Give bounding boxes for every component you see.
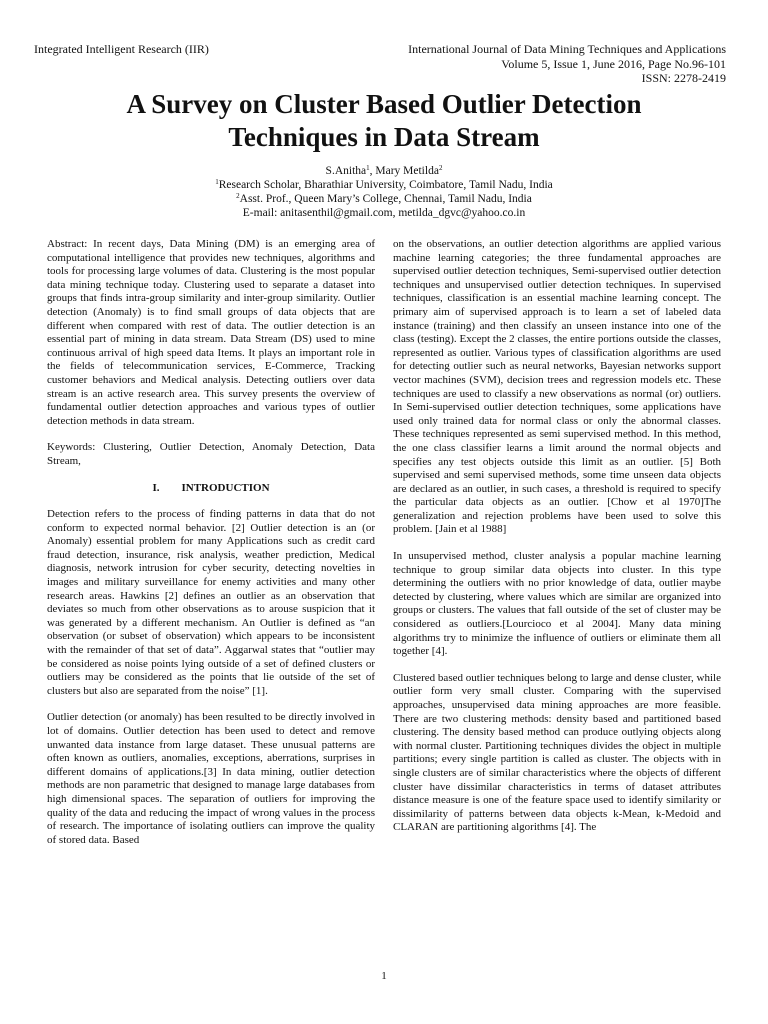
right-column [393, 238, 721, 848]
author-2: Mary Metilda [375, 165, 439, 177]
author-separator: , [369, 165, 376, 177]
author-names [0, 164, 768, 178]
journal-header-left: Integrated Intelligent Research (IIR) [34, 42, 209, 56]
author-emails: E-mail: anitasenthil@gmail.com, metilda_dgvc@yahoo.co.in [242, 207, 526, 219]
affiliation-1 [0, 178, 768, 192]
author-1: S.Anitha [325, 165, 367, 177]
journal-header-right [306, 42, 726, 86]
affiliation-2 [0, 192, 768, 206]
affiliation-2-sup: 2 [236, 192, 240, 200]
right-paragraph-2: In unsupervised method, cluster analysis a popular machine learning technique to group similar data objects into cluster. In this type determining the outliers with no prior knowledge of data, outlier maybe detected by clustering, where values which are similar are organized into groups or clusters. The values that fall outside of the set of cluster may be considered as outliers.[Lourcioco et al 2004]. Many data mining algorithms try to minimize the influence of outliers or eliminate them all together [4]. [393, 550, 721, 658]
intro-paragraph-1: Detection refers to the process of finding patterns in data that do not conform to expected normal behavior. [2] Outlier detection is an (or Anomaly) essential problem for many Applications such as credit card fraud detection, insurance, risk analysis, weather prediction, Medical diagnosis, network intrusion for cyber security, detecting novelties in images and military surveillance for enemy activities and many other research areas. Hawkins [2] defines an outlier as an observation that deviates so much from other observations as to arouse suspicion that it was generated by a different mechanism. An Outlier is defined as “an observation (or subset of observation) which appears to be inconsistent with the remainder of that set of data”. Aggarwal states that “outlier may be considered as noise points lying outside of a set of defined clusters or outliers may be considered as the points that lie outside of the set of clusters but also are separated from the noise” [1]. [47, 508, 375, 697]
paper-title [0, 88, 768, 154]
right-paragraph-3: Clustered based outlier techniques belong to large and dense cluster, while outlier form very small cluster. Comparing with the supervised approaches, unsupervised data mining approaches are more feasible. There are two clustering methods: density based and partitioned based clustering. The density based method can produce outlying objects along with normal cluster. Partitioning techniques divides the object in multiple partitions; every single partition is called as cluster. The objects with in single clusters are of similar characteristics where the objects of different cluster have dissimilar characteristics in terms of dataset attributes distance measure is one of the feature space used to identify similarity or dissimilarity of patterns between data objects k-Mean, k-Medoid and CLARAN are partitioning algorithms [4]. The [393, 671, 721, 834]
section-heading [47, 482, 375, 496]
affiliation-1-sup: 1 [215, 178, 219, 186]
title-line-1: A Survey on Cluster Based Outlier Detection [126, 89, 642, 119]
issn: ISSN: 2278-2419 [641, 71, 726, 85]
left-column [47, 238, 375, 860]
title-line-2: Techniques in Data Stream [228, 122, 540, 152]
author-2-sup: 2 [438, 164, 443, 172]
section-number: I. [152, 481, 160, 494]
volume-issue: Volume 5, Issue 1, June 2016, Page No.96-101 [501, 56, 726, 71]
affiliation-2-text: Asst. Prof., Queen Mary’s College, Chennai, Tamil Nadu, India [239, 193, 532, 205]
keywords: Keywords: Clustering, Outlier Detection, Anomaly Detection, Data Stream, [47, 441, 375, 467]
abstract: Abstract: In recent days, Data Mining (DM) is an emerging area of computational intelligence that provides new techniques, algorithms and tools for processing large volumes of data. Clustering is the most popular data mining technique today. Clustering used to separate a dataset into groups that finds intra-group similarity and inter-group similarity. Outlier detection (Anomaly) is to find small groups of data objects that are different when compared with rest of data. The outlier detection is an essential part of mining in data stream. Data Stream (DS) used to mine continuous arrival of high speed data Items. It plays an important role in the fields of telecommunication services, E-Commerce, Tracking customer behaviors and Medical analysis. Detecting outliers over data stream is an active research area. This survey presents the overview of fundamental outlier detection approaches and various types of outlier detection methods in data stream. [47, 238, 375, 427]
intro-paragraph-2: Outlier detection (or anomaly) has been resulted to be directly involved in lot of domains. Outlier detection has been used to detect and remove unwanted data instance from large dataset. These unusual patterns are often known as outliers, anomalies, exceptions, aberrations, surprises in different domains of applications.[3] In data mining, outlier detection methods are non parametric that designed to manage large databases from high dimensional spaces. The separation of outliers for improving the quality of the data and reducing the impact of wrong values in the process of research. The importance of isolating outliers can improve the quality of stored data. Based [47, 711, 375, 846]
author-block [0, 164, 768, 220]
right-paragraph-1: on the observations, an outlier detection algorithms are applied various machine learning categories; the three fundamental approaches are supervised outlier detection techniques, Semi-supervised outlier detection techniques and unsupervised outlier detection techniques. In supervised techniques, classification is an essential machine learning concept. The primary aim of supervised approach is to learn a set of labeled data instance (training) and then classify an unseen instance into one of the class (testing). Except the 2 classes, the entire portions outside the classes, represented as outlier. Various types of classification algorithms are used for detecting outlier such as neural networks, Bayesian networks support vector machines (SVM), decision trees and regression models etc. These techniques are used to classify a new observations as normal (or) outliers. In Semi-supervised outlier detection techniques, some applications have used only trained data for normal class or only the abnormal classes. These techniques represented as semi supervised method. In this method, the one class classifier learns a limit around the normal objects and specifies any test objects outside this limit as an outlier. [5] Both supervised and semi supervised methods, some time unseen data objects are declared as an outlier, in such cases, a threshold is required to specify the particular data objects as an outlier. [Chow et al 1970]The generalization and rejection problems have been used to solve this problem. [Jain et al 1988] [393, 238, 721, 536]
journal-name: International Journal of Data Mining Techniques and Applications [408, 42, 726, 56]
author-1-sup: 1 [366, 164, 370, 172]
affiliation-1-text: Research Scholar, Bharathiar University, Coimbatore, Tamil Nadu, India [218, 179, 553, 191]
section-title: INTRODUCTION [181, 481, 270, 494]
page-number: 1 [381, 970, 387, 982]
